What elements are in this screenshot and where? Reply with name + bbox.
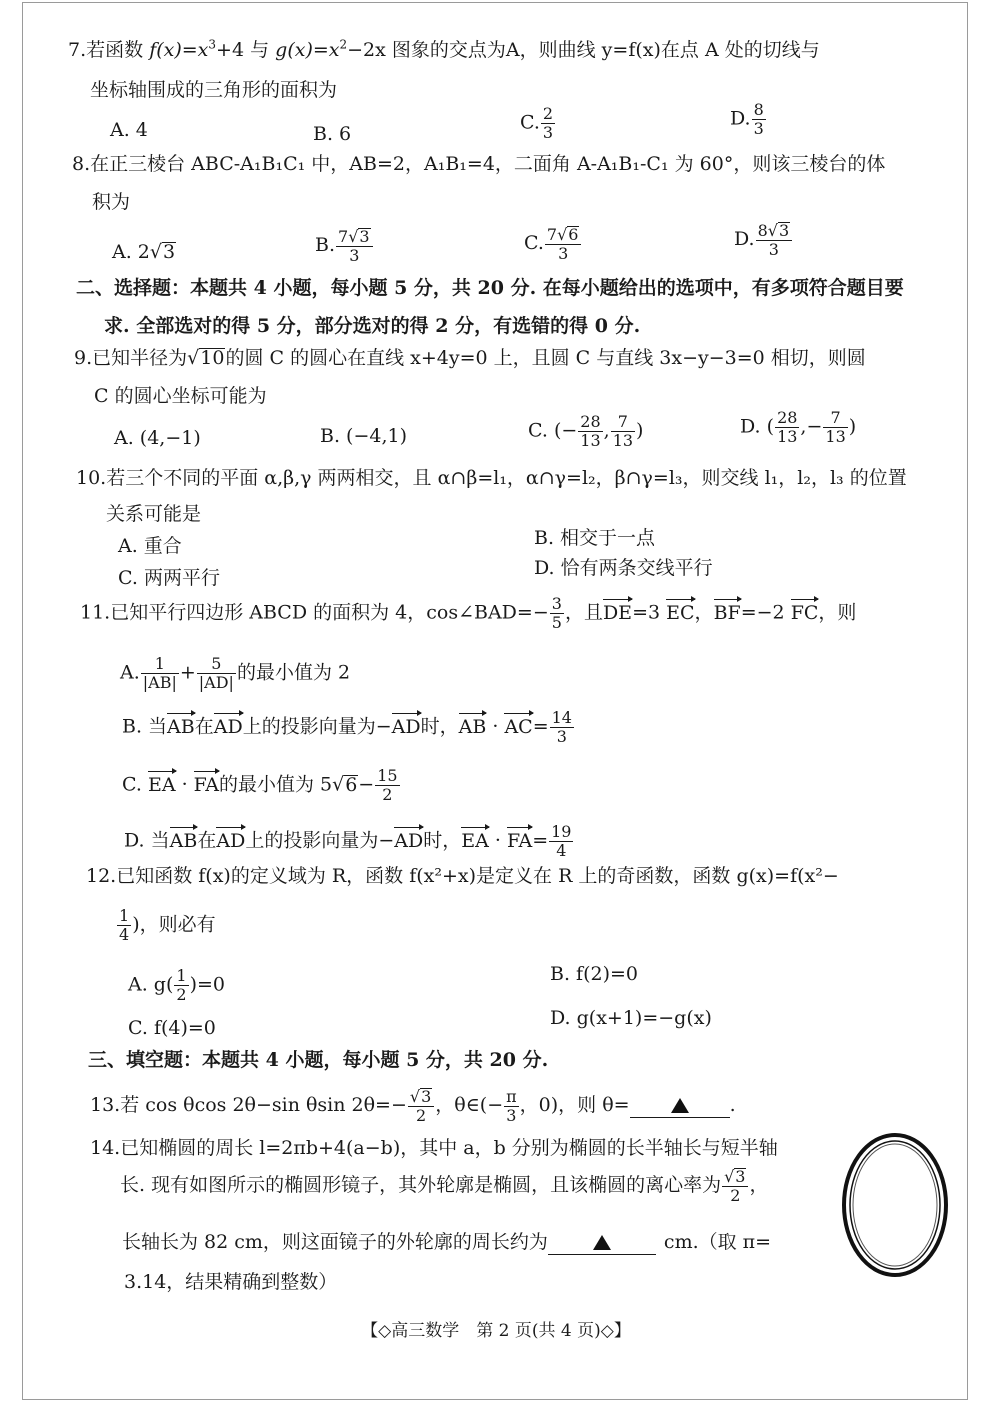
- fraction: $\frac{2}{3}$: [542, 104, 554, 142]
- q12-option-c: C. f(4)=0: [128, 1017, 216, 1039]
- q12-option-b: B. f(2)=0: [550, 963, 638, 985]
- elliptical-mirror-figure: [838, 1130, 952, 1280]
- fraction: $\frac{8}{3}$: [753, 100, 764, 138]
- section-2-heading: 二、选择题：本题共 4 小题，每小题 5 分，共 20 分. 在每小题给出的选项中，有多项符合题目要: [76, 277, 904, 299]
- section-2-instructions: 求. 全部选对的得 5 分，部分选对的得 2 分，有选错的得 0 分.: [104, 315, 641, 337]
- fraction: $\frac{7√3}{3}$: [336, 228, 373, 264]
- q8-option-a: A. 2√3: [112, 241, 176, 263]
- fraction: $\frac{7√6}{3}$: [545, 226, 582, 262]
- section-3-heading: 三、填空题：本题共 4 小题，每小题 5 分，共 20 分.: [88, 1049, 549, 1071]
- q10-option-a: A. 重合: [118, 535, 182, 557]
- q10-option-b: B. 相交于一点: [534, 527, 656, 549]
- q14-line3: 长轴长为 82 cm，则这面镜子的外轮廓的周长约为 cm.（取 π=: [122, 1231, 772, 1253]
- q14-answer-blank: [548, 1230, 656, 1255]
- q13-stem: 13.若 cos θcos 2θ−sin θsin 2θ=− $\frac{√3}{2}$ ，θ∈(− $\frac{\pi}{3}$ ，0)，则 θ= .: [90, 1086, 736, 1125]
- q11-option-a: A. $\frac{1}{|AB|}$ + $\frac{5}{|AD|}$ 的最小值为 2: [120, 654, 351, 692]
- q14-line1: 14.已知椭圆的周长 l=2πb+4(a−b)，其中 a，b 分别为椭圆的长半轴长与短半轴: [90, 1137, 778, 1159]
- q9-option-b: B. (−4,1): [320, 425, 408, 447]
- q13-answer-blank: [630, 1093, 730, 1118]
- q14-line2: 长. 现有如图所示的椭圆形镜子，其外轮廓是椭圆，且该椭圆的离心率为 $\frac{√3}{2}$ ，: [120, 1167, 769, 1205]
- q7-stem-line1: 7.若函数 $f(x)=x^3+4$ 与 $g(x)=x^2-2x$ 图象的交点为A，则曲线 y=f(x)在点 A 处的切线与: [68, 37, 820, 61]
- q8-option-b: B. $\frac{7√3}{3}$: [315, 228, 374, 264]
- q11-option-d: D. 当AB在AD上的投影向量为−AD时，EA · FA= $\frac{19}{4}$: [124, 822, 572, 860]
- q7-option-a: A. 4: [110, 119, 148, 141]
- q9-stem-line2: C 的圆心坐标可能为: [94, 385, 267, 407]
- q8-option-c: C. $\frac{7√6}{3}$: [524, 226, 582, 262]
- triangle-icon: [593, 1235, 611, 1250]
- q12-stem-line2: $\frac{1}{4}$ )，则必有: [119, 906, 216, 944]
- fraction: $\frac{8√3}{3}$: [756, 222, 793, 258]
- q7-stem-line2: 坐标轴围成的三角形的面积为: [90, 79, 338, 101]
- triangle-icon: [671, 1098, 689, 1113]
- q12-option-a: A. g( $\frac{1}{2}$ )=0: [128, 966, 225, 1004]
- q9-option-a: A. (4,−1): [114, 427, 201, 449]
- q7-option-b: B. 6: [313, 123, 352, 145]
- q11-option-b: B. 当AB在AD上的投影向量为−AD时，AB · AC= $\frac{14}{3}$: [122, 708, 572, 746]
- q8-option-d: D. $\frac{8√3}{3}$: [734, 222, 793, 258]
- q10-stem-line1: 10.若三个不同的平面 α,β,γ 两两相交，且 α∩β=l₁，α∩γ=l₂，β∩γ=l₃，则交线 l₁，l₂，l₃ 的位置: [76, 467, 907, 489]
- q8-stem-line1: 8.在正三棱台 ABC-A₁B₁C₁ 中，AB=2，A₁B₁=4，二面角 A-A₁B₁-C₁ 为 60°，则该三棱台的体: [72, 153, 886, 175]
- q9-option-c: C. (− $\frac{28}{13}$ , $\frac{7}{13}$ ): [528, 412, 644, 450]
- q14-line4: 3.14，结果精确到整数）: [124, 1271, 338, 1293]
- q11-option-c: C. EA · FA的最小值为 5√6− $\frac{15}{2}$: [122, 766, 398, 804]
- q9-option-d: D. ( $\frac{28}{13}$ ,− $\frac{7}{13}$ ): [740, 408, 857, 446]
- q10-stem-line2: 关系可能是: [106, 503, 202, 525]
- q7-option-c: C. $\frac{2}{3}$: [520, 104, 554, 142]
- page-footer: 【◇高三数学 第 2 页(共 4 页)◇】: [361, 1321, 631, 1341]
- q10-option-d: D. 恰有两条交线平行: [534, 557, 713, 579]
- q12-stem-line1: 12.已知函数 f(x)的定义域为 R，函数 f(x²+x)是定义在 R 上的奇函数，函数 g(x)=f(x²−: [86, 865, 839, 887]
- q12-option-d: D. g(x+1)=−g(x): [550, 1007, 712, 1029]
- q11-stem: 11.已知平行四边形 ABCD 的面积为 4，cos∠BAD=− $\frac{3}{5}$ ，且DE=3 EC，BF=−2 FC，则: [80, 594, 857, 632]
- q8-stem-line2: 积为: [92, 191, 131, 213]
- q7-option-d: D. $\frac{8}{3}$: [730, 100, 764, 138]
- q10-option-c: C. 两两平行: [118, 567, 220, 589]
- q9-stem-line1: 9.已知半径为√10的圆 C 的圆心在直线 x+4y=0 上，且圆 C 与直线 3x−y−3=0 相切，则圆: [74, 347, 866, 369]
